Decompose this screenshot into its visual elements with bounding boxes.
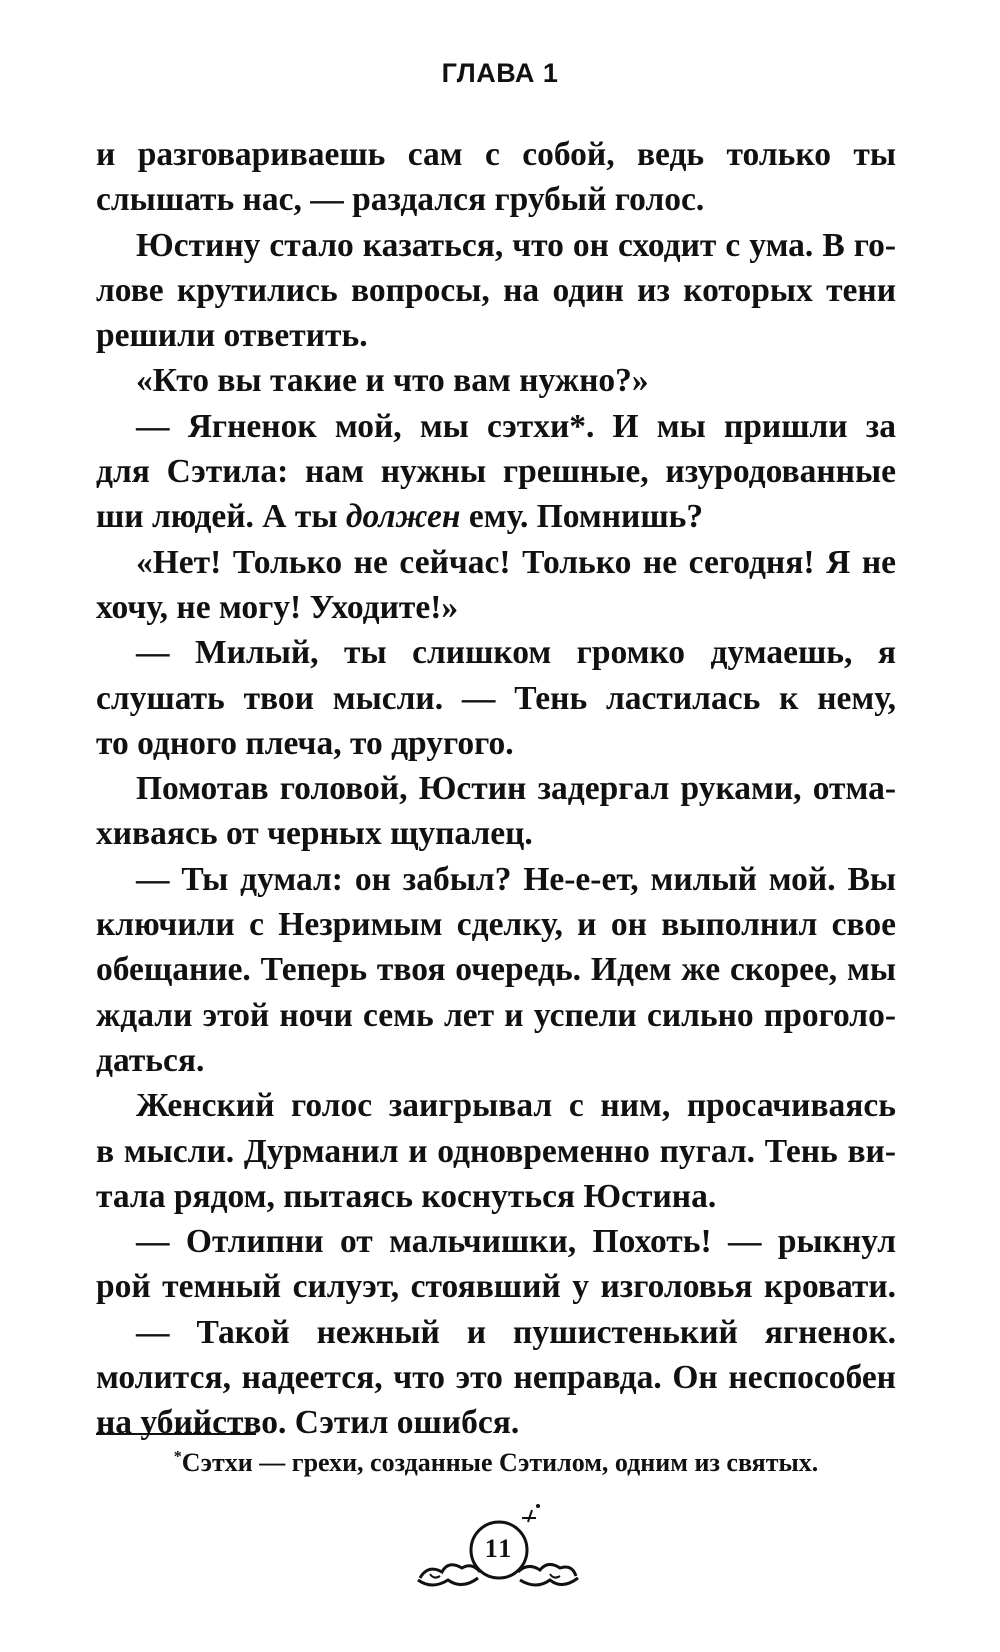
text-line: — Ты думал: он забыл? Не-е-ет, милый мой. Вы (136, 860, 896, 898)
footnote-marker: * (173, 1448, 182, 1466)
footnote (96, 1448, 896, 1478)
text-line: хочу, не могу! Уходите!» (96, 588, 459, 626)
text-line: то одного плеча, то другого. (96, 724, 514, 762)
text-line: обещание. Теперь твоя очередь. Идем же скорее, мы (96, 951, 896, 989)
text-line: — Милый, ты слишком громко думаешь, я (136, 634, 896, 672)
page-number: 11 (484, 1534, 514, 1563)
text-line: лове крутились вопросы, на один из которых тени (96, 271, 896, 309)
text-line: «Кто вы такие и что вам нужно?» (136, 362, 649, 400)
text-line: для Сэтила: нам нужны грешные, изуродованные (96, 453, 896, 491)
text-line: Помотав головой, Юстин задергал руками, отма- (136, 770, 896, 808)
text-line: — Отлипни от мальчишки, Похоть! — рыкнул (136, 1223, 896, 1261)
page-number-ornament (410, 1500, 590, 1610)
text-line: в мысли. Дурманил и одновременно пугал. Тень ви- (96, 1132, 896, 1170)
text-line: ши людей. А ты должен ему. Помнишь? (96, 498, 704, 536)
text-line: «Нет! Только не сейчас! Только не сегодня! Я не (136, 543, 896, 581)
text-line: хиваясь от черных щупалец. (96, 815, 533, 853)
text-line: тала рядом, пытаясь коснуться Юстина. (96, 1177, 717, 1215)
text-line: слушать твои мысли. — Тень ластилась к нему, (96, 679, 896, 717)
text-line: слышать нас, — раздался грубый голос. (96, 181, 705, 219)
text-line: ждали этой ночи семь лет и успели сильно проголо- (96, 996, 896, 1034)
text-line: молится, надеется, что это неправда. Он неспособен (96, 1359, 896, 1397)
text-line: Юстину стало казаться, что он сходит с ума. В го- (136, 226, 896, 264)
text-line: на убийство. Сэтил ошибся. (96, 1404, 520, 1442)
text-line: ключили с Незримым сделку, и он выполнил свое (96, 906, 896, 944)
body-text (96, 132, 896, 1446)
text-line: решили ответить. (96, 317, 368, 355)
emphasis-word: должен (345, 498, 461, 536)
text-line: — Ягненок мой, мы сэтхи*. И мы пришли за (136, 407, 896, 445)
text-line: — Такой нежный и пушистенький ягненок. (136, 1313, 896, 1351)
chapter-header: ГЛАВА 1 (441, 58, 559, 88)
footnote-text: Сэтхи — грехи, созданные Сэтилом, одним из святых. (181, 1448, 819, 1477)
text-line: Женский голос заигрывал с ним, просачиваясь (136, 1087, 896, 1125)
text-line: рой темный силуэт, стоявший у изголовья кровати. (96, 1268, 896, 1306)
text-line: и разговариваешь сам с собой, ведь только ты (96, 136, 896, 173)
footnote-divider (96, 1433, 256, 1435)
text-line: даться. (96, 1041, 205, 1079)
